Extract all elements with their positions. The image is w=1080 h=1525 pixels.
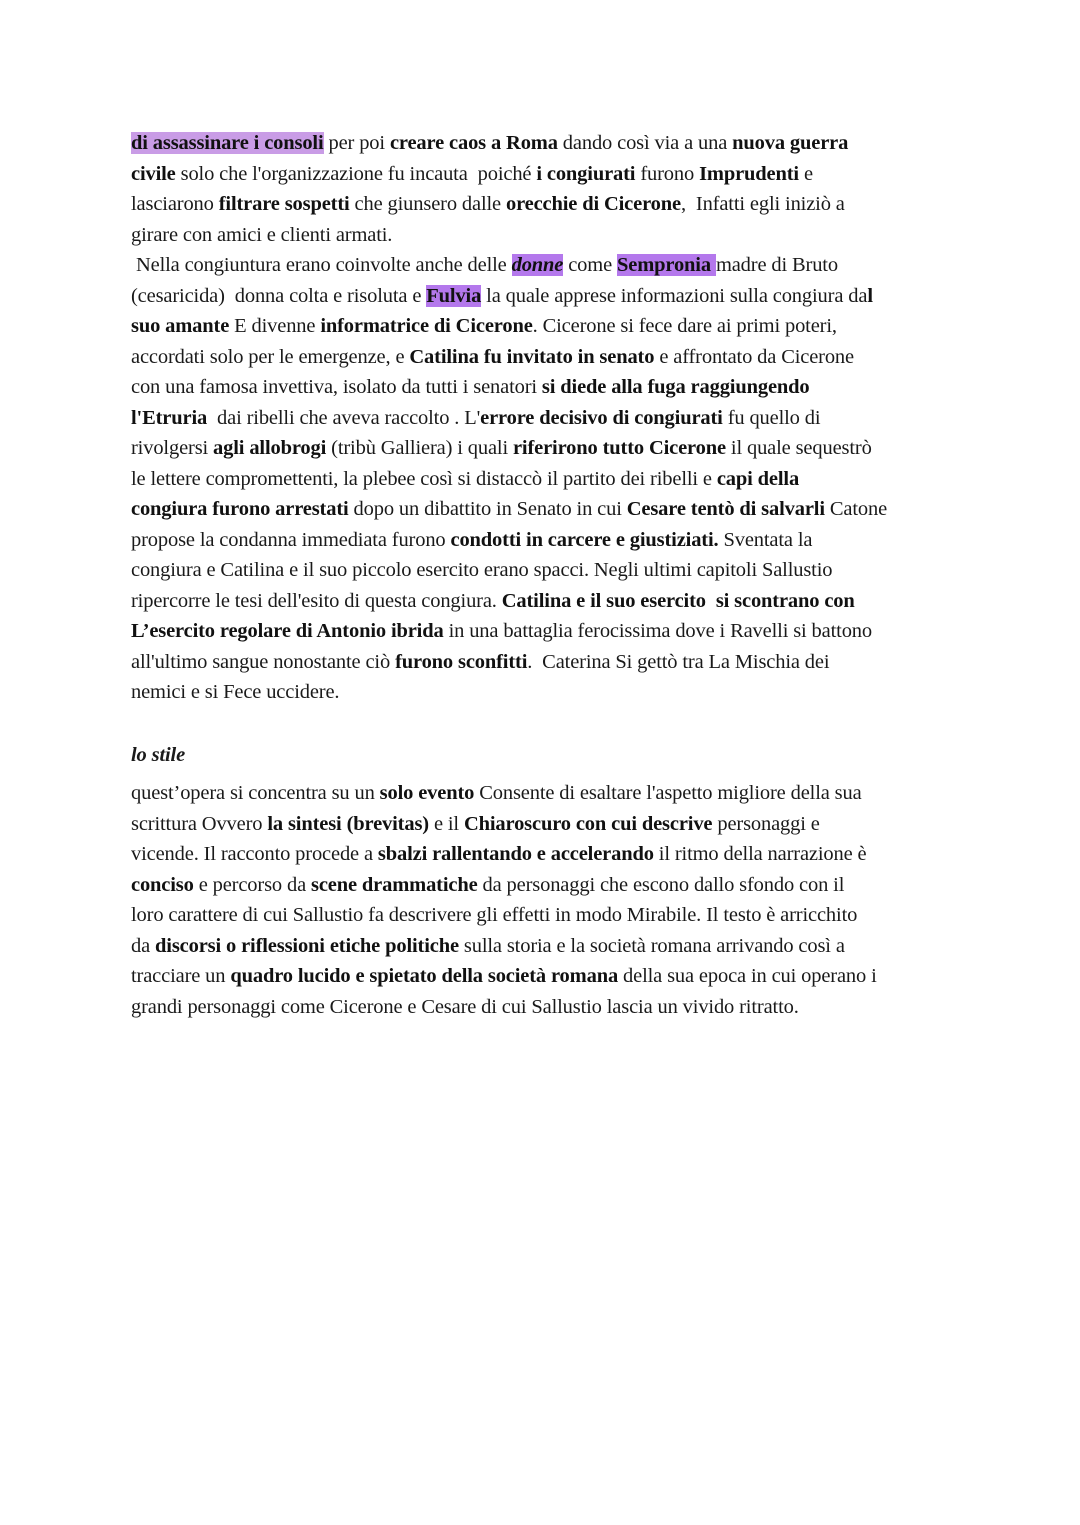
text-line bbox=[131, 525, 961, 556]
text-run: e il bbox=[428, 812, 464, 835]
text-run: tracciare un bbox=[131, 965, 231, 987]
text-run: dopo un dibattito in Senato in cui bbox=[348, 498, 627, 520]
paragraph-congiura bbox=[131, 128, 961, 708]
text-run: scrittura Ovvero bbox=[131, 812, 268, 835]
bold-text: scene drammatiche bbox=[311, 873, 478, 896]
bold-text: solo evento bbox=[379, 782, 475, 804]
bold-text: suo amante bbox=[131, 315, 230, 337]
bold-text: si diede alla fuga raggiungendo bbox=[541, 376, 810, 398]
bold-text: errore decisivo di congiurati bbox=[480, 406, 723, 429]
text-line bbox=[131, 586, 961, 617]
text-run: Consente di esaltare l'aspetto migliore della sua bbox=[474, 782, 862, 804]
bold-text: Catilina e il suo esercito si scontrano con bbox=[501, 589, 855, 612]
text-run: Catone bbox=[824, 498, 888, 520]
bold-text: riferirono tutto Cicerone bbox=[512, 437, 726, 459]
bold-text: i congiurati bbox=[536, 162, 636, 185]
text-run: . Cicerone si fece dare ai primi poteri, bbox=[532, 315, 837, 337]
text-line bbox=[131, 464, 961, 495]
text-run: nemici e si Fece uccidere. bbox=[131, 681, 340, 703]
text-line bbox=[131, 677, 961, 708]
text-run: solo che l'organizzazione fu incauta poiché bbox=[175, 162, 537, 185]
text-line bbox=[131, 900, 961, 931]
text-line bbox=[131, 189, 961, 220]
text-line bbox=[131, 961, 961, 992]
text-run: la quale apprese informazioni sulla congiura da bbox=[481, 284, 868, 307]
highlighted-text: di assassinare i consoli bbox=[131, 132, 324, 154]
section-heading-lo-stile: lo stile bbox=[131, 743, 186, 766]
text-run: loro carattere di cui Sallustio fa descrivere gli effetti in modo Mirabile. Il testo è arricchito bbox=[131, 904, 858, 926]
text-run: , Infatti egli iniziò a bbox=[680, 193, 845, 215]
text-run: il ritmo della narrazione è bbox=[653, 843, 867, 865]
text-run: lasciarono bbox=[131, 193, 219, 215]
highlighted-text: donne bbox=[511, 254, 564, 276]
text-run: quest’opera si concentra su un bbox=[131, 782, 380, 804]
bold-text: orecchie di Cicerone bbox=[505, 193, 681, 215]
text-run: come bbox=[563, 254, 617, 276]
text-run: personaggi e bbox=[712, 812, 820, 835]
bold-text: furono sconfitti bbox=[395, 650, 528, 673]
highlighted-text: Sempronia bbox=[617, 254, 716, 276]
text-line bbox=[131, 494, 961, 525]
text-run: dando così via a una bbox=[557, 132, 733, 154]
bold-text: filtrare sospetti bbox=[218, 193, 350, 215]
text-run: . Caterina Si gettò tra La Mischia dei bbox=[527, 650, 830, 673]
text-run: da personaggi che escono dallo sfondo con il bbox=[477, 873, 845, 896]
text-line bbox=[131, 128, 961, 159]
text-run: accordati solo per le emergenze, e bbox=[131, 345, 410, 368]
text-line bbox=[131, 250, 961, 281]
bold-text: quadro lucido e spietato della società romana bbox=[230, 965, 619, 987]
bold-text: condotti in carcere e giustiziati. bbox=[450, 528, 719, 551]
bold-text: la sintesi (brevitas) bbox=[267, 812, 429, 835]
text-run: vicende. Il racconto procede a bbox=[131, 843, 378, 865]
bold-text: civile bbox=[131, 162, 176, 185]
text-line bbox=[131, 555, 961, 586]
text-line bbox=[131, 372, 961, 403]
bold-text: l bbox=[867, 284, 873, 307]
text-run: dai ribelli che aveva raccolto . L' bbox=[207, 406, 481, 429]
text-run: le lettere compromettenti, la plebee così si distaccò il partito dei ribelli e bbox=[131, 467, 717, 490]
bold-text: L’esercito regolare di Antonio ibrida bbox=[131, 620, 444, 642]
text-line bbox=[131, 931, 961, 962]
text-line bbox=[131, 159, 961, 190]
bold-text: discorsi o riflessioni etiche politiche bbox=[155, 934, 459, 957]
bold-text: conciso bbox=[131, 873, 194, 896]
text-line bbox=[131, 870, 961, 901]
paragraph-lo-stile bbox=[131, 778, 961, 1022]
text-run: Nella congiuntura erano coinvolte anche delle bbox=[131, 254, 512, 276]
text-run: e bbox=[798, 162, 813, 185]
text-run: da bbox=[131, 934, 156, 957]
text-run: e affrontato da Cicerone bbox=[654, 345, 854, 368]
text-run: in una battaglia ferocissima dove i Ravelli si battono bbox=[443, 620, 873, 642]
text-line bbox=[131, 992, 961, 1023]
bold-text: nuova guerra bbox=[732, 132, 849, 154]
text-run: grandi personaggi come Cicerone e Cesare di cui Sallustio lascia un vivido ritratto. bbox=[131, 995, 799, 1018]
bold-text: capi della bbox=[716, 467, 800, 490]
text-run: (tribù Galliera) i quali bbox=[326, 437, 513, 459]
text-line bbox=[131, 220, 961, 251]
document-page bbox=[131, 128, 961, 1022]
bold-text: l'Etruria bbox=[131, 406, 208, 429]
bold-text: Cesare tentò di salvarli bbox=[626, 498, 825, 520]
bold-text: creare caos a Roma bbox=[389, 132, 558, 154]
text-line bbox=[131, 616, 961, 647]
bold-text: sbalzi rallentando e accelerando bbox=[377, 843, 654, 865]
text-run: e percorso da bbox=[193, 873, 312, 896]
text-run: congiura e Catilina e il suo piccolo esercito erano spacci. Negli ultimi capitoli Sallustio bbox=[131, 559, 833, 581]
text-line bbox=[131, 311, 961, 342]
text-line bbox=[131, 403, 961, 434]
bold-text: agli allobrogi bbox=[213, 437, 327, 459]
text-line bbox=[131, 342, 961, 373]
text-line bbox=[131, 839, 961, 870]
text-run: della sua epoca in cui operano i bbox=[618, 965, 877, 987]
highlighted-text: Fulvia bbox=[426, 284, 482, 307]
text-run: per poi bbox=[323, 132, 390, 154]
text-line bbox=[131, 809, 961, 840]
text-run: furono bbox=[635, 162, 700, 185]
text-line bbox=[131, 647, 961, 678]
text-line bbox=[131, 778, 961, 809]
text-run: girare con amici e clienti armati. bbox=[131, 223, 393, 246]
text-run: madre di Bruto bbox=[715, 254, 838, 276]
text-run: Sventata la bbox=[718, 528, 813, 551]
text-run: E divenne bbox=[229, 315, 321, 337]
text-line bbox=[131, 433, 961, 464]
bold-text: Catilina fu invitato in senato bbox=[409, 345, 655, 368]
text-run: che giunsero dalle bbox=[349, 193, 506, 215]
bold-text: congiura furono arrestati bbox=[131, 498, 349, 520]
text-run: propose la condanna immediata furono bbox=[131, 528, 451, 551]
text-run: (cesaricida) donna colta e risoluta e bbox=[131, 284, 427, 307]
text-run: all'ultimo sangue nonostante ciò bbox=[131, 650, 396, 673]
text-run: ripercorre le tesi dell'esito di questa congiura. bbox=[131, 589, 502, 612]
text-run: con una famosa invettiva, isolato da tutti i senatori bbox=[131, 376, 542, 398]
text-run: sulla storia e la società romana arrivando così a bbox=[458, 934, 845, 957]
text-run: il quale sequestrò bbox=[725, 437, 872, 459]
text-run: rivolgersi bbox=[131, 437, 214, 459]
bold-text: Chiaroscuro con cui descrive bbox=[463, 812, 713, 835]
text-line bbox=[131, 281, 961, 312]
bold-text: Imprudenti bbox=[699, 162, 799, 185]
text-run: fu quello di bbox=[722, 406, 821, 429]
bold-text: informatrice di Cicerone bbox=[320, 315, 533, 337]
